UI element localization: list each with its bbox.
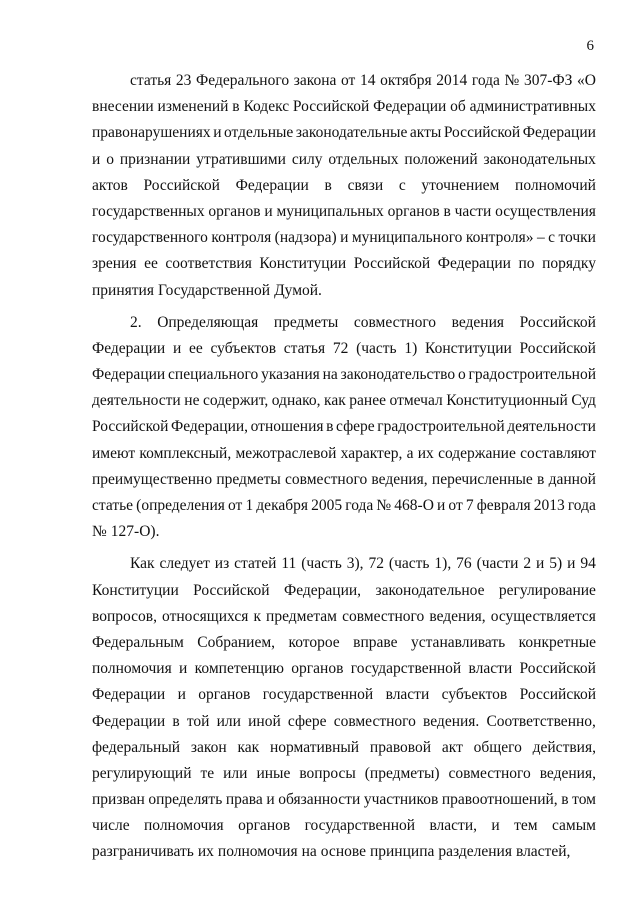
paragraph-3-line <box>92 813 596 839</box>
word: внесении <box>92 98 154 116</box>
word: деятельности <box>92 392 181 410</box>
word: нормативный <box>269 738 360 756</box>
word: об <box>450 98 466 116</box>
word: самым <box>551 817 596 835</box>
word: Думой. <box>274 281 322 299</box>
word: 2 <box>523 555 532 573</box>
word: властей, <box>515 843 571 861</box>
word: ее <box>188 339 203 357</box>
word: власти <box>468 660 513 678</box>
paragraph-3-line <box>92 656 596 682</box>
paragraph-2-line <box>92 519 596 545</box>
word: предметы <box>273 313 339 331</box>
word: (предметы) <box>364 764 440 782</box>
word: и <box>340 229 349 247</box>
word: перечисленные <box>431 470 533 488</box>
paragraph-1-line <box>92 173 596 199</box>
word: правоотношений, <box>441 791 558 809</box>
word: Российской <box>143 176 220 194</box>
word: административных <box>469 98 596 116</box>
word: Федерации <box>92 686 166 704</box>
word: Государственной <box>157 281 271 299</box>
word: градостроительной <box>468 366 596 384</box>
word: 1), <box>434 555 452 573</box>
word: о <box>106 150 114 168</box>
word: которое <box>288 633 340 651</box>
paragraph-3-line <box>92 709 596 735</box>
word: 1 <box>245 497 254 514</box>
word: межотраслевой <box>235 444 337 462</box>
word: Федерации <box>92 366 166 384</box>
word: и <box>172 339 182 357</box>
word: (части <box>476 555 519 573</box>
word: Российской <box>519 313 596 331</box>
word: 2. <box>130 313 142 331</box>
word: (часть <box>388 555 430 573</box>
paragraph-1-line <box>92 68 596 94</box>
word: с <box>548 229 556 247</box>
word: отмечал <box>389 392 443 410</box>
word: органов <box>198 686 251 704</box>
word: или <box>223 764 248 782</box>
word: не <box>184 392 200 410</box>
word: компетенцию <box>194 660 284 678</box>
word: сфере <box>287 712 327 730</box>
word: года <box>345 497 374 514</box>
word: их <box>417 444 434 462</box>
word: № <box>504 72 520 89</box>
word: Российской <box>92 418 169 436</box>
word: в <box>537 470 545 488</box>
word: характер, <box>340 444 403 462</box>
word: контроля <box>211 229 272 247</box>
word: сфере <box>336 418 375 436</box>
word: субъектов <box>210 339 277 357</box>
word: октября <box>380 72 432 89</box>
word: деятельности <box>507 418 596 436</box>
word: Федерации <box>92 339 166 357</box>
paragraph-2-line <box>92 362 596 388</box>
word: законодательных <box>483 150 596 168</box>
word: законодательство <box>340 366 456 384</box>
word: 23 <box>175 72 192 89</box>
word: из <box>214 555 230 573</box>
word: закон <box>190 738 227 756</box>
word: и <box>264 202 273 220</box>
word: общего <box>473 738 522 756</box>
word: и <box>536 555 545 573</box>
word: Как <box>130 555 155 573</box>
word: осуществляется <box>490 607 596 625</box>
word: участников <box>363 791 439 809</box>
document-body <box>92 68 596 866</box>
word: ведения, <box>371 470 428 488</box>
word: определять <box>148 791 223 809</box>
word: и <box>437 497 446 514</box>
word: отдельных <box>328 150 399 168</box>
word: 5) <box>549 555 563 573</box>
word: совместного <box>333 712 416 730</box>
word: № <box>92 523 107 541</box>
word: органов <box>387 202 440 220</box>
word: разграничивать <box>92 843 194 861</box>
word: полномочия <box>217 843 298 861</box>
paragraph-3-line <box>92 735 596 761</box>
word: к <box>253 607 261 625</box>
word: разделения <box>438 843 512 861</box>
word: Российской <box>292 98 370 116</box>
paragraph-3-line <box>92 839 596 865</box>
word: предметы <box>216 470 281 488</box>
word: составляют <box>520 444 596 462</box>
word: уточнением <box>421 176 500 194</box>
word: государственного <box>92 229 208 247</box>
word: 1) <box>404 339 418 357</box>
word: осуществления <box>495 202 596 220</box>
word: по <box>518 255 535 273</box>
word: отдельные <box>224 124 294 142</box>
word: Российской <box>519 660 596 678</box>
word: однако, <box>271 392 321 410</box>
word: статей <box>234 555 277 573</box>
word: государственной <box>304 817 416 835</box>
word: указания <box>261 366 320 384</box>
paragraph-2-line <box>92 441 596 467</box>
paragraph-1-line <box>92 94 596 120</box>
paragraph-3-line <box>92 682 596 708</box>
word: и <box>92 150 101 168</box>
word: – <box>536 229 545 247</box>
word: акты <box>409 124 442 142</box>
paragraph-1-line <box>92 251 596 277</box>
word: следует <box>159 555 210 573</box>
word: вопросы <box>299 764 356 782</box>
word: Федерации, <box>170 418 249 436</box>
word: а <box>406 444 414 462</box>
word: № <box>376 497 392 514</box>
word: связи <box>347 176 384 194</box>
word: Федеральным <box>92 633 184 651</box>
word: в <box>443 202 451 220</box>
word: власти <box>385 686 430 704</box>
word: ведения <box>451 313 505 331</box>
word: и <box>491 817 500 835</box>
word: как <box>237 738 260 756</box>
word: года <box>471 72 500 89</box>
word: Федерации <box>437 255 511 273</box>
word: той <box>186 712 210 730</box>
word: ведения, <box>539 764 596 782</box>
word: актов <box>92 176 128 194</box>
word: содержит, <box>203 392 269 410</box>
word: года <box>567 497 596 514</box>
word: порядку <box>542 255 596 273</box>
word: о <box>457 366 466 384</box>
word: отношения <box>250 418 324 436</box>
word: (надзора) <box>274 229 337 247</box>
word: утратившими <box>196 150 286 168</box>
paragraph-1-line <box>92 120 596 146</box>
word: предметам <box>266 607 337 625</box>
paragraph-2-line <box>92 336 596 362</box>
word: (часть <box>356 339 397 357</box>
word: февраля <box>476 497 531 514</box>
word: закона <box>293 72 337 89</box>
word: органов <box>238 817 291 835</box>
paragraph-1-line <box>92 278 596 304</box>
word: Федерации, <box>283 581 362 599</box>
word: на <box>301 843 317 861</box>
word: муниципального <box>351 229 463 247</box>
word: конкретные <box>518 633 596 651</box>
paragraph-3-line <box>92 787 596 813</box>
word: принципа <box>369 843 435 861</box>
word: и <box>179 660 188 678</box>
paragraph-2-line <box>92 493 596 519</box>
word: с <box>398 176 406 194</box>
word: комплексный, <box>139 444 232 462</box>
word: вправе <box>353 633 398 651</box>
word: и <box>567 555 576 573</box>
word: специального <box>168 366 259 384</box>
word: Федерации <box>373 98 447 116</box>
paragraph-1-line <box>92 199 596 225</box>
word: и <box>213 124 222 142</box>
word: части <box>454 202 492 220</box>
word: правонарушениях <box>92 124 211 142</box>
word: как <box>324 392 346 410</box>
word: ранее <box>349 392 386 410</box>
word: 468-О <box>394 497 434 514</box>
word: или <box>216 712 241 730</box>
word: Российской <box>519 339 596 357</box>
word: государственной <box>350 660 462 678</box>
word: Федерации <box>522 124 596 142</box>
word: 76 <box>456 555 472 573</box>
word: Собранием, <box>197 633 276 651</box>
word: акт <box>441 738 463 756</box>
word: обязанности <box>278 791 361 809</box>
word: 127-О). <box>110 523 160 541</box>
word: вопросов, <box>92 607 157 625</box>
word: Конституции <box>259 255 347 273</box>
word: их <box>197 843 214 861</box>
word: Конституции <box>425 339 512 357</box>
word: Российской <box>193 581 270 599</box>
word: 14 <box>359 72 376 89</box>
word: Соответственно, <box>486 712 596 730</box>
word: статье <box>92 497 134 514</box>
word: 7 <box>465 497 474 514</box>
word: иные <box>256 764 291 782</box>
word: действия, <box>532 738 596 756</box>
word: данной <box>548 470 596 488</box>
word: власти, <box>429 817 477 835</box>
word: Федерации <box>92 712 166 730</box>
paragraph-2-line <box>92 467 596 493</box>
word: ведения. <box>423 712 480 730</box>
paragraph-1-line <box>92 225 596 251</box>
word: Федерации <box>235 176 309 194</box>
word: регулирующий <box>92 764 192 782</box>
word: Кодекс <box>243 98 290 116</box>
word: государственной <box>262 686 374 704</box>
word: совместного <box>285 470 368 488</box>
word: Федерального <box>196 72 290 89</box>
word: устанавливать <box>410 633 506 651</box>
word: совместного <box>342 607 425 625</box>
word: 3), <box>346 555 364 573</box>
word: правовой <box>369 738 432 756</box>
word: те <box>200 764 215 782</box>
word: изменений <box>157 98 229 116</box>
page-number: 6 <box>586 38 594 54</box>
word: принятия <box>92 281 154 299</box>
word: том <box>572 791 596 809</box>
word: совместного <box>448 764 531 782</box>
word: (определения <box>136 497 225 514</box>
word: 2005 <box>311 497 343 514</box>
word: 11 <box>281 555 297 573</box>
word: признании <box>119 150 191 168</box>
word: иной <box>248 712 281 730</box>
word: призван <box>92 791 145 809</box>
word: 307-ФЗ <box>523 72 573 89</box>
word: положений <box>404 150 478 168</box>
paragraph-2-line <box>92 414 596 440</box>
word: законодательное <box>375 581 485 599</box>
word: основе <box>320 843 366 861</box>
word: соответствия <box>165 255 252 273</box>
word: точки <box>558 229 596 247</box>
word: 2013 <box>533 497 565 514</box>
word: 94 <box>580 555 596 573</box>
word: контроля» <box>465 229 534 247</box>
word: статья <box>283 339 326 357</box>
word: статья <box>130 72 172 89</box>
word: от <box>228 497 243 514</box>
word: преимущественно <box>92 470 213 488</box>
word: декабря <box>256 497 309 514</box>
word: Конституции <box>92 581 179 599</box>
word: содержание <box>438 444 516 462</box>
word: ее <box>144 255 158 273</box>
word: зрения <box>92 255 137 273</box>
word: и <box>266 791 275 809</box>
paragraph-1-line <box>92 147 596 173</box>
word: и <box>177 686 186 704</box>
word: (часть <box>301 555 342 573</box>
paragraph-2-line <box>92 388 596 414</box>
paragraph-3-line <box>92 551 596 577</box>
word: имеют <box>92 444 136 462</box>
word: органов <box>208 202 261 220</box>
word: права <box>225 791 263 809</box>
word: Определяющая <box>157 313 259 331</box>
word: полномочия <box>92 660 172 678</box>
word: от <box>448 497 463 514</box>
word: ведения, <box>429 607 486 625</box>
word: Конституционный <box>446 392 568 410</box>
word: полномочий <box>515 176 596 194</box>
word: субъектов <box>441 686 508 704</box>
word: в <box>232 98 240 116</box>
paragraph-3-line <box>92 604 596 630</box>
paragraph-3-line <box>92 630 596 656</box>
word: полномочия <box>143 817 224 835</box>
word: регулирование <box>498 581 596 599</box>
paragraph-2-line <box>92 310 596 336</box>
word: относящихся <box>162 607 249 625</box>
word: муниципальных <box>276 202 384 220</box>
word: Российской <box>443 124 521 142</box>
word: градостроительной <box>377 418 505 436</box>
word: 2014 <box>436 72 468 89</box>
word: силу <box>291 150 323 168</box>
word: «О <box>577 72 596 89</box>
paragraph-3-line <box>92 761 596 787</box>
word: органов <box>291 660 344 678</box>
word: Российской <box>353 255 431 273</box>
word: в <box>561 791 569 809</box>
word: Российской <box>519 686 596 704</box>
word: 72 <box>368 555 384 573</box>
word: совместного <box>353 313 437 331</box>
word: в <box>324 176 332 194</box>
word: тем <box>514 817 538 835</box>
paragraph-3-line <box>92 578 596 604</box>
word: федеральный <box>92 738 181 756</box>
word: числе <box>92 817 130 835</box>
word: в <box>326 418 334 436</box>
word: на <box>322 366 338 384</box>
word: от <box>341 72 356 89</box>
word: в <box>172 712 180 730</box>
word: 72 <box>332 339 349 357</box>
word: законодательные <box>295 124 408 142</box>
word: Суд <box>571 392 596 410</box>
word: государственных <box>92 202 205 220</box>
